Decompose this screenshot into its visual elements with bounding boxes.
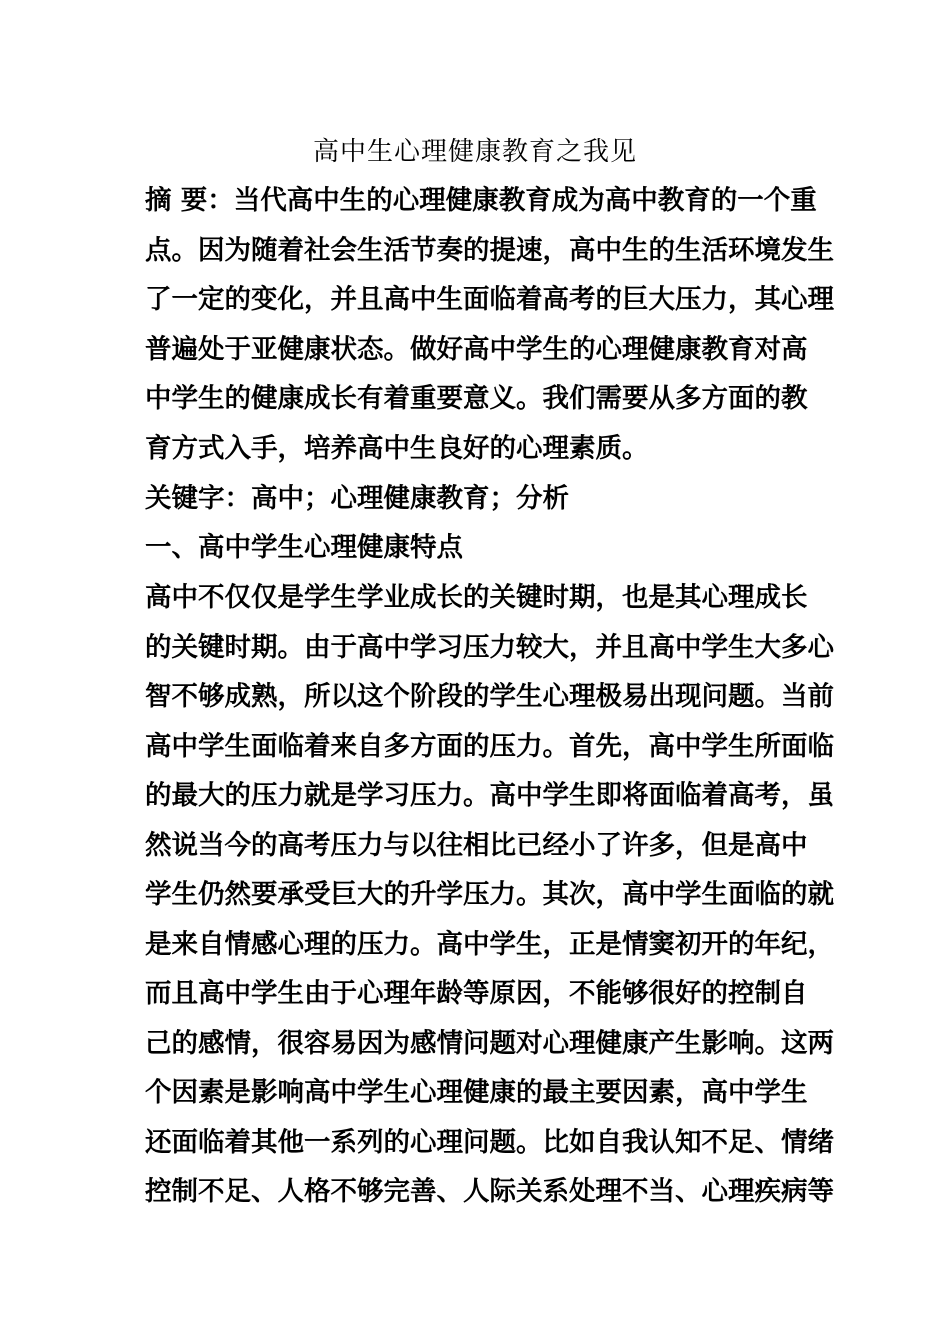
document-title: 高中生心理健康教育之我见 [312, 137, 637, 167]
section-heading: 一、高中学生心理健康特点 [145, 532, 463, 563]
body-line: 学生仍然要承受巨大的升学压力。其次，高中学生面临的就 [145, 879, 834, 910]
body-line: 智不够成熟，所以这个阶段的学生心理极易出现问题。当前 [145, 681, 834, 712]
abstract-line: 中学生的健康成长有着重要意义。我们需要从多方面的教 [145, 383, 808, 414]
abstract-line: 了一定的变化，并且高中生面临着高考的巨大压力，其心理 [145, 284, 834, 315]
body-line: 是来自情感心理的压力。高中学生，正是情窦初开的年纪， [145, 928, 834, 960]
body-line: 个因素是影响高中学生心理健康的最主要因素，高中学生 [145, 1077, 808, 1108]
body-line: 高中不仅仅是学生学业成长的关键时期，也是其心理成长 [145, 582, 808, 613]
body-line: 还面临着其他一系列的心理问题。比如自我认知不足、情绪 [145, 1126, 834, 1158]
body-line: 的关键时期。由于高中学习压力较大，并且高中学生大多心 [145, 631, 834, 663]
abstract-line: 摘 要：当代高中生的心理健康教育成为高中教育的一个重 [145, 185, 817, 216]
body-line: 的最大的压力就是学习压力。高中学生即将面临着高考，虽 [145, 780, 834, 811]
body-line: 而且高中学生由于心理年龄等原因，不能够很好的控制自 [145, 978, 808, 1009]
body-line: 己的感情，很容易因为感情问题对心理健康产生影响。这两 [145, 1027, 834, 1059]
body-line: 控制不足、人格不够完善、人际关系处理不当、心理疾病等 [145, 1176, 834, 1207]
body-paragraph [145, 573, 834, 1217]
keywords-line: 关键字：高中；心理健康教育；分析 [145, 483, 569, 514]
abstract-line: 普遍处于亚健康状态。做好高中学生的心理健康教育对高 [145, 333, 808, 365]
abstract-line: 点。因为随着社会生活节奏的提速，高中生的生活环境发生 [145, 234, 834, 266]
abstract-paragraph [145, 176, 834, 473]
abstract-line: 育方式入手，培养高中生良好的心理素质。 [145, 432, 649, 464]
body-line: 高中学生面临着来自多方面的压力。首先，高中学生所面临 [145, 730, 834, 762]
body-line: 然说当今的高考压力与以往相比已经小了许多，但是高中 [145, 829, 808, 861]
